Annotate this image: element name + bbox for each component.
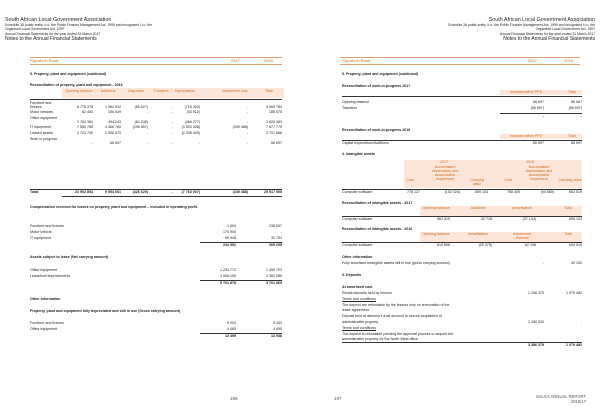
recon-col-header: Depreciation xyxy=(174,89,196,93)
recon-cell: (3 593 408) xyxy=(181,125,200,129)
ri2017-row-value: (37 134) xyxy=(522,217,536,221)
recon-cell: (65 527) xyxy=(134,105,148,109)
page-number-right: 197 xyxy=(334,396,342,401)
comp-row-label: Furniture and fixtures xyxy=(30,224,64,228)
pp-row-value: 4 495 xyxy=(273,327,282,331)
report-footer xyxy=(536,394,586,404)
assets-total-value: 5 761 878 xyxy=(220,281,236,285)
recon-row-label: IT equipment xyxy=(30,125,51,129)
wip-col-included: Included within PPE xyxy=(510,90,542,94)
recon-cell: - xyxy=(171,125,173,129)
recon-cell: - xyxy=(91,141,93,145)
section-intangible: 4. Intangible assets xyxy=(342,152,376,156)
recon-col-header: Opening balance xyxy=(65,89,93,93)
other-info-row-value: - xyxy=(542,261,544,265)
ri2017-col-header: Additions xyxy=(470,206,486,210)
int-col-header: Cost xyxy=(406,178,414,182)
recon-total-value: (349 488) xyxy=(232,190,248,194)
recon-row-label: Leased assets xyxy=(30,131,54,135)
recon-total-value: 23 902 854 xyxy=(75,190,93,194)
deposit-value: 1 106 379 xyxy=(528,291,544,295)
ri2016-row-label: Computer software xyxy=(342,243,373,247)
recon-total-label: Total xyxy=(30,190,39,194)
header-line1: Schedule 3A public entity i.t.o. the Public Finance Management Act, 1999 and recognised i.t.o. the xyxy=(5,23,153,27)
terms-heading: Terms and conditions xyxy=(342,325,376,330)
terms-heading: Terms and conditions xyxy=(342,296,376,301)
int-col-header: Cost xyxy=(504,178,512,182)
recon-head-rule xyxy=(30,99,282,100)
deposit-value: 2 280 000 xyxy=(528,320,544,324)
recon-total-value: 25 517 505 xyxy=(264,190,282,194)
comp-title: Compensation received for losses on property, plant and equipment – included in operating profit. xyxy=(30,205,198,209)
header-line2: Organised Local Government Act, 1997 xyxy=(5,27,65,32)
figures-label: Figures in Rand xyxy=(30,58,59,63)
recon-cell: - xyxy=(146,131,148,135)
recon-cell: 3 723 700 xyxy=(77,131,93,135)
comp-row-value: 175 900 xyxy=(223,230,236,234)
header-line1-right: Schedule 3A public entity i.t.o. the Public Finance Management Act, 1999 and recognised i.t.o. the xyxy=(447,23,595,27)
recon-cell: - xyxy=(171,110,173,114)
ri2017-row-value: 32 718 xyxy=(481,217,492,221)
assets-row-value: 1 459 793 xyxy=(266,268,282,272)
recon-cell: 494 243 xyxy=(108,120,121,124)
recon-cell: 8 778 378 xyxy=(77,105,93,109)
recon-cell: 7 560 768 xyxy=(77,125,93,129)
year-2016: 2016 xyxy=(264,58,273,63)
comp-row-value: 69 948 xyxy=(225,236,236,240)
header-line3: Annual Financial Statements for the year ended 31 March 2017 xyxy=(5,31,101,36)
recon-cell: 4 366 760 xyxy=(105,125,121,129)
assets-row-value: 1 253 772 xyxy=(220,268,236,272)
other-title: Other information xyxy=(30,297,61,301)
deposit-value: - xyxy=(580,320,582,324)
deposit-row-label: The deposit are refundable by the lessors only on termination of the xyxy=(342,302,450,307)
wip2017-row-value: 66 697 xyxy=(571,100,582,104)
int-year-2016: 2016 xyxy=(526,160,534,164)
ri2016-row-value: 610 698 xyxy=(437,243,450,247)
ri2016-col-header: Total xyxy=(564,232,572,236)
recon-cell: - xyxy=(246,141,248,145)
deposit-value: 1 079 482 xyxy=(566,291,582,295)
ri2016-title: Reconciliation of intangible assets - 2016 xyxy=(342,227,413,231)
deposit-row-label: lease agreement xyxy=(342,308,369,313)
wip-head-rule xyxy=(342,96,582,97)
recon-cell: (43 512) xyxy=(186,110,200,114)
recon-cell: 66 697 xyxy=(271,141,282,145)
section-heading: 5. Property, plant and equipment (continued) xyxy=(342,72,419,76)
other-info-title: Other information xyxy=(342,255,373,259)
wip2016-col-total: Total xyxy=(568,134,576,138)
recon-cell: - xyxy=(146,110,148,114)
int-row-value: (152 024) xyxy=(444,190,460,194)
assets-total-value: 3 761 866 xyxy=(266,281,282,285)
wip2016-col-included: Included within PPE xyxy=(510,134,542,138)
wip2017-row-label: Transfers xyxy=(342,106,358,110)
header-notes: Notes to the Annual Financial Statements xyxy=(5,36,97,43)
comp-row-value: 1 504 xyxy=(227,224,236,228)
header-notes-right: Notes to the Annual Financial Statements xyxy=(503,36,595,43)
assets-row-label: Leasehold improvements xyxy=(30,274,71,278)
amortised-title: At amortised cost xyxy=(342,285,373,289)
section-heading: 5. Property, plant and equipment (continued) xyxy=(30,72,107,76)
ri2017-row-label: Computer software xyxy=(342,217,373,221)
wip2017-row-value: (66 697) xyxy=(530,106,544,110)
comp-row-value: - xyxy=(280,230,282,234)
pp-row-label: Furniture and fixtures xyxy=(30,321,64,325)
int-col-header: Accumulated depreciation and accumulated impairment xyxy=(525,165,553,181)
int-row-value: 758 409 xyxy=(507,190,520,194)
ri2017-row-value: 663 519 xyxy=(437,217,450,221)
deposit-row-label: The deposit is refundable pending the approval process to acquire the xyxy=(342,331,454,336)
recon-title: Reconciliation of property, plant and equipment - 2016 xyxy=(30,83,123,87)
int-row-value: 663 519 xyxy=(569,190,582,194)
recon-cell: (296 857) xyxy=(132,125,148,129)
deposit-row-label: administrative property xyxy=(342,320,379,324)
deposit-rule xyxy=(342,342,582,343)
pp-row-label: Office equipment xyxy=(30,327,58,331)
recon-cell: (718 402) xyxy=(184,105,200,109)
int-row-value: 778 127 xyxy=(407,190,420,194)
report-footer-year: 2016/17 xyxy=(570,399,586,404)
wip2017-total-value: - xyxy=(580,114,582,118)
other-info-row-value: 49 150 xyxy=(571,261,582,265)
wip-col-total: Total xyxy=(568,90,576,94)
recon-cell: 7 677 775 xyxy=(266,125,282,129)
ri2017-row-value: 659 103 xyxy=(569,217,582,221)
deposit-row-label: Rental deposits held by lessors xyxy=(342,291,392,295)
ri2017-col-header: Total xyxy=(564,206,572,210)
recon-cell: (2 938 405) xyxy=(181,131,200,135)
recon-cell: - xyxy=(146,141,148,145)
recon-row-label: Office equipment xyxy=(30,116,58,120)
right-page xyxy=(300,0,600,416)
recon-cell: (64 248) xyxy=(134,120,148,124)
int-row-value: (94 880) xyxy=(540,190,554,194)
assets-title: Assets subject to lease (Net carrying amount) xyxy=(30,255,109,259)
wip2016-row-value: 66 697 xyxy=(533,141,544,145)
pp-title: Property, plant and equipment fully depreciated and still in use (Gross carrying amount) xyxy=(30,309,181,313)
recon-cell: 2 906 575 xyxy=(105,131,121,135)
int-row-label: Computer software xyxy=(342,190,373,194)
ri2016-col-header: Opening balance xyxy=(422,232,450,236)
recon-row-label: Motor vehicles xyxy=(30,110,54,114)
recon-cell: 3 701 866 xyxy=(266,131,282,135)
int-row-value: 659 103 xyxy=(475,190,488,194)
recon-cell: - xyxy=(246,110,248,114)
year-2016-right: 2016 xyxy=(564,58,573,63)
comp-row-label: IT equipment xyxy=(30,236,51,240)
ri2017-col-header: Amortisation xyxy=(512,206,532,210)
recon-cell: - xyxy=(171,105,173,109)
recon-total-underline xyxy=(62,196,282,197)
int-col-header: Carrying value xyxy=(558,178,582,182)
int-year-2017: 2017 xyxy=(440,160,448,164)
page-number: 196 xyxy=(230,396,238,401)
other-info-row-label: Fully amortised intangible assets still in use (gross carrying amount) xyxy=(342,261,450,265)
header-line2-right: Organised Local Government Act, 1997 xyxy=(535,27,595,32)
recon-cell: 156 649 xyxy=(108,110,121,114)
figures-label-right: Figures in Rand xyxy=(342,58,371,63)
wip2016-title: Reconciliation of work-in-progress 2016 xyxy=(342,128,411,132)
header-org: South African Local Government Association xyxy=(5,17,112,23)
wip2017-row-value: (66 697) xyxy=(568,106,582,110)
recon-total-value: (7 763 007) xyxy=(181,190,200,194)
pp-total-value: 13 938 xyxy=(271,334,282,338)
year-2017: 2017 xyxy=(231,58,240,63)
ri2016-row-value: (29 375) xyxy=(478,243,492,247)
recon-col-header: Additions xyxy=(100,89,116,93)
comp-row-value: 238 507 xyxy=(269,224,282,228)
recon-cell: - xyxy=(171,120,173,124)
page-header xyxy=(5,17,152,42)
ri2017-col-header: Opening balance xyxy=(422,206,450,210)
recon-cell: - xyxy=(171,131,173,135)
int-col-header: Carrying value xyxy=(470,178,484,186)
pp-row-value: 9 004 xyxy=(227,321,236,325)
recon-cell: (466 277) xyxy=(184,120,200,124)
recon-cell: 3 764 382 xyxy=(77,120,93,124)
recon-col-header: Transfers xyxy=(153,89,169,93)
recon-cell: - xyxy=(198,141,200,145)
assets-row-label: Office equipment xyxy=(30,268,58,272)
recon-col-header: Total xyxy=(265,89,273,93)
ri2016-col-header: Amortisation xyxy=(468,232,488,236)
wip2017-row-label: Opening balance xyxy=(342,100,370,104)
wip2016-row-label: Capital expenditure/Additions xyxy=(342,141,389,145)
int-col-header: Accumulated depreciation and accumulated impairment xyxy=(431,165,459,181)
band-bottom-rule xyxy=(30,64,282,65)
ri2017-title: Reconciliation of intangible assets - 2017 xyxy=(342,201,413,205)
recon-col-header: Disposals xyxy=(128,89,144,93)
ri2016-col-header: Impairment reversal xyxy=(513,232,531,240)
header-line3-right: Annual Financial Statements for the year ended 31 March 2017 xyxy=(499,31,595,36)
deposit-total-value: 1 079 482 xyxy=(566,343,582,347)
wip2016-row-value: 66 697 xyxy=(571,141,582,145)
recon-cell: 185 570 xyxy=(269,110,282,114)
recon-cell: 3 828 083 xyxy=(266,120,282,124)
comp-row-label: Motor Vehicle xyxy=(30,230,52,234)
recon-cell: - xyxy=(171,141,173,145)
recon-row-label: Work in progress xyxy=(30,137,58,141)
header-org-right: South African Local Government Association xyxy=(488,17,595,23)
recon-cell: - xyxy=(246,105,248,109)
recon-cell: 1 984 942 xyxy=(105,105,121,109)
recon-cell: - xyxy=(246,120,248,124)
wip2017-total-value: - xyxy=(542,114,544,118)
pp-row-value: 9 443 xyxy=(273,321,282,325)
wip2017-title: Reconciliation of work-in-progress 2017 xyxy=(342,84,411,88)
recon-total-value: - xyxy=(171,190,173,194)
comp-total-value: 244 952 xyxy=(223,243,236,247)
wip2017-row-value: 66 697 xyxy=(533,100,544,104)
recon-total-value: (426 629) xyxy=(132,190,148,194)
comp-row-value: 30 751 xyxy=(271,236,282,240)
ri2016-row-value: 62 196 xyxy=(525,243,536,247)
year-2017-right: 2017 xyxy=(528,58,537,63)
comp-total-value: 269 258 xyxy=(269,243,282,247)
deposit-row-label: Deposit held at attorney's trust account to secure acquisition of xyxy=(342,314,442,319)
assets-row-value: 4 508 106 xyxy=(220,274,236,278)
recon-cell: 66 697 xyxy=(110,141,121,145)
ri2016-row-value: 643 519 xyxy=(569,243,582,247)
recon-cell: - xyxy=(246,131,248,135)
band-bottom-rule-right xyxy=(340,64,580,65)
recon-row-label: Furniture and fixtures xyxy=(30,101,52,109)
recon-cell: (349 488) xyxy=(232,125,248,129)
section-deposits: 5. Deposits xyxy=(342,273,362,277)
recon-cell: 62 463 xyxy=(82,110,93,114)
pp-total-value: 13 499 xyxy=(225,334,236,338)
recon-cell: 9 969 784 xyxy=(266,105,282,109)
deposit-row-label: administrative property for the North West office xyxy=(342,337,418,342)
page-header-right xyxy=(448,17,595,42)
recon-total-value: 9 954 061 xyxy=(105,190,121,194)
report-footer-title: SALGA ANNUAL REPORT xyxy=(535,394,586,399)
pp-row-value: 4 465 xyxy=(227,327,236,331)
deposit-total-value: 3 386 379 xyxy=(528,343,544,347)
assets-row-value: 2 362 085 xyxy=(266,274,282,278)
recon-col-header: Impairment loss xyxy=(222,89,248,93)
